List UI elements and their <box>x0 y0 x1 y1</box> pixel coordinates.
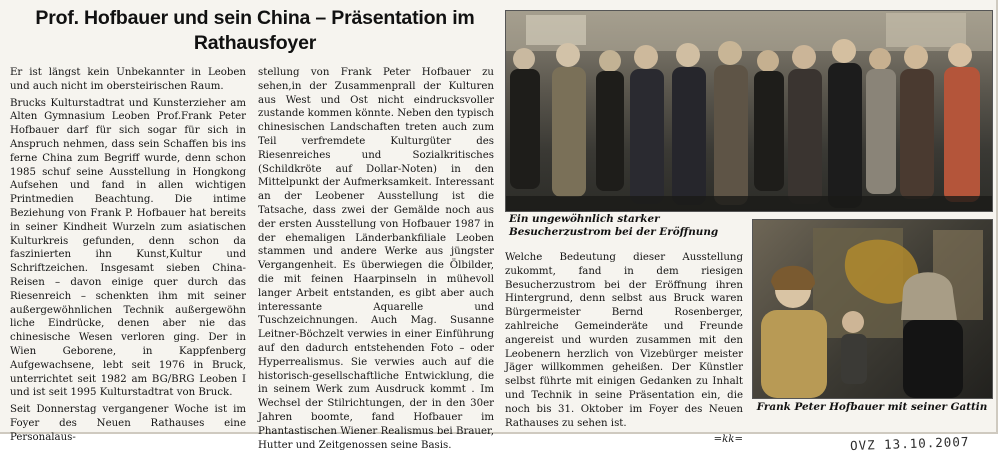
portrait-photo-illustration <box>753 220 992 398</box>
article-column-2 <box>258 66 494 452</box>
crowd-photo-illustration <box>506 11 992 211</box>
portrait-photo <box>752 219 993 399</box>
crowd-photo <box>505 10 993 212</box>
column2-paragraph-1: stellung von Frank Peter Hofbauer zu sehen,in der Zusammenprall der Kulturen aus West und Ost nicht eindrucksvoller zustande kommen könnte. Neben den typisch chinesischen Landschaften treten auch zum Teil verfremdete Kulturgüter des Riesenreiches und Sozialkritisches (Schildkröte auf Dollar-Noten) in den Mittelpunkt der Aufmerksamkeit. Interessant an der Leobener Ausstellung ist die Tatsache, dass zwei der Gemälde noch aus der ersten Ausstellung von Hofbauer 1987 in der ehemaligen Länderbankfiliale Leoben stammen und andere Werke aus jüngster Vergangenheit. Es überwiegen die Ölbilder, die mit feinen Haarpinseln in mühevoll langer Arbeit entstanden, es gibt aber auch interessante Aquarelle und Tuschzeichnungen. Auch Mag. Susanne Leitner-Böchzelt verwies in einer Einführung auf den dadurch entstehenden Foto – oder Hyperrealismus. Sie verwies auch auf die historisch-gesellschaftliche Entwicklung, die in seinem Werk zum Ausdruck kommt . Im Wechsel der Stilrichtungen, der in den 30er Jahren boomte, fand Hofbauer im Phantastischen Wiener Realismus bei Brauer, Hutter und Zeitgenossen seine Basis. <box>258 67 494 451</box>
article-signoff: =kk= <box>713 434 743 446</box>
crowd-photo-caption: Ein ungewöhnlich starker Besucherzustrom bei der Eröffnung <box>509 213 719 238</box>
article-column-1 <box>10 66 246 448</box>
article-column-3 <box>505 251 743 450</box>
article-headline: Prof. Hofbauer und sein China – Präsentation im Rathausfoyer <box>35 7 475 54</box>
column1-paragraph-3: Seit Donnerstag vergangener Woche ist im Foyer des Neuen Rathauses eine Personalaus- <box>10 404 246 443</box>
column1-paragraph-1: Er ist längst kein Unbekannter in Leoben und auch nicht im obersteirischen Raum. <box>10 67 246 92</box>
portrait-photo-caption: Frank Peter Hofbauer mit seiner Gattin <box>756 401 988 413</box>
column3-paragraph-1: Welche Bedeutung dieser Ausstellung zukommt, fand in dem riesigen Besucherzustrom bei der Eröffnung ihren Hintergrund, denn selbst aus Bruck waren Bürgermeister Bernd Rosenberger, zahlreiche Gemeinderäte und Freunde angereist und wurden zusammen mit den Leobenern herzlich von Vizebürger meister Jäger willkommen geheißen. Der Künstler selbst führte mit einigen Gedanken zu Inhalt und Technik in seine Präsentation ein, die noch bis 31. Oktober im Foyer des Neuen Rathauses zu sehen ist. <box>505 252 743 429</box>
source-date-stamp: OVZ 13.10.2007 <box>849 433 970 454</box>
column1-paragraph-2: Brucks Kulturstadtrat und Kunsterzieher am Alten Gymnasium Leoben Prof.Frank Peter Hofbauer darf für sich sogar für sich in Anspruch nehmen, dass sein Schaffen bis ins ferne China zum Begriff wurde, denn schon 1985 schuf seine Ausstellung in Hongkong Aufsehen und fand in allen wichtigen Printmedien Beachtung. Die intime Beziehung von Frank P. Hofbauer hat bereits in seiner Kindheit Wurzeln zum asiatischen Kulturkreis gefunden, denn schon da faszinierten ihn Kunst,Kultur und Schriftzeichen. Insgesamt sieben China-Reisen – davon einige quer durch das Riesenreich – schenkten ihm mit seiner außergewöhnlichen Technik außergewöhn liche Eindrücke, denen aber nie das chinesische Wesen verloren ging. Der in Wien Geborene, in Kappfenberg Aufgewachsene, lebt seit 1976 in Bruck, unterrichtet seit 1982 am BG/BRG Leoben I und ist seit 1995 Kulturstadtrat von Bruck. <box>10 97 246 399</box>
